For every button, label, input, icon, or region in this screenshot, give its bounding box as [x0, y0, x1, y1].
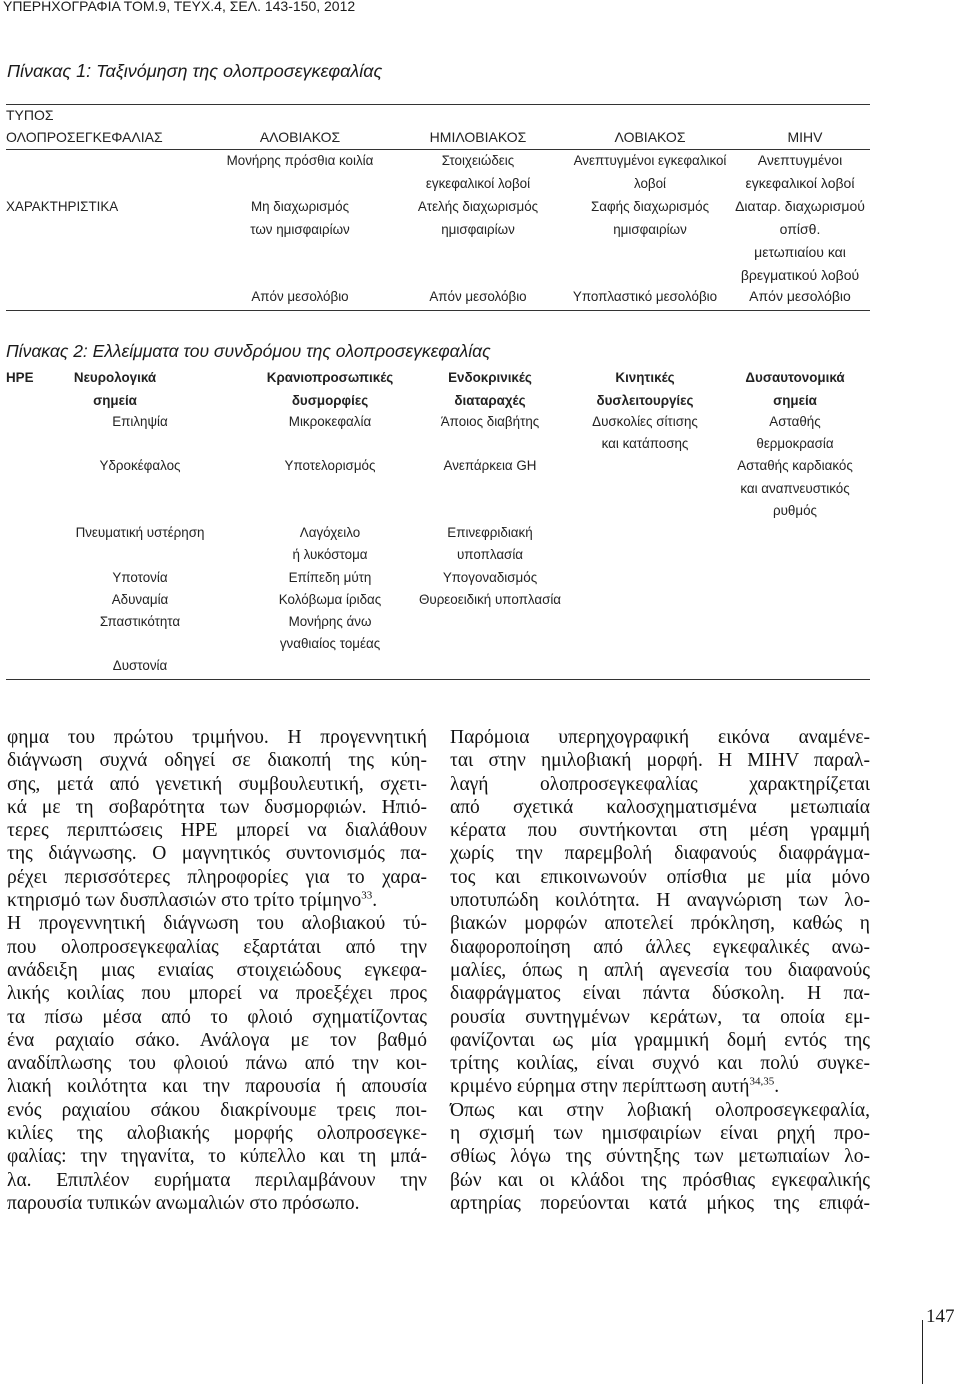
t1-cell: ημισφαιρίων	[613, 222, 687, 237]
text-line: Η προγεννητική διάγνωση του αλοβιακού τύ-	[7, 913, 427, 935]
text-line: κριμένο εύρημα στην περίπτωση αυτή	[450, 1076, 750, 1098]
text-line: υποτυπώδη κοιλότητα. Η αναγνώριση των λο-	[450, 890, 870, 912]
text-line: κιλίες της αλοβιακής μορφής ολοπροσεγκε-	[7, 1123, 427, 1145]
text-line: Όπως και στην λοβιακή ολοπροσεγκεφαλία,	[450, 1099, 870, 1121]
text-line: ρέχει περισσότερες πληροφορίες για το χαρα-	[7, 866, 427, 888]
t2-cell: Ανεπάρκεια GH	[443, 458, 537, 473]
t2-cell: Μικροκεφαλία	[288, 414, 372, 429]
table2-header-hpe: HPE	[6, 370, 34, 385]
text-line: αρτηρίας πορεύονται κατά μήκος της επιφά-	[450, 1192, 870, 1214]
text-line: Παρόμοια υπερηχογραφική εικόνα αναμένε-	[450, 727, 870, 748]
table2-header: Νευρολογικά	[73, 370, 157, 385]
t2-cell: Υδροκέφαλος	[99, 458, 181, 473]
table2-header: Κρανιοπροσωπικές	[266, 370, 394, 385]
t2-cell: Επίπεδη μύτη	[288, 570, 372, 585]
t1-cell: Απόν μεσολόβιο	[749, 288, 851, 304]
text-line: διαφράγματος είναι πάντα δύσκολη. Η πα-	[450, 983, 870, 1005]
citation-ref: 33	[361, 889, 373, 902]
text-line: φημα του πρώτου τριμήνου. Η προγεννητική	[7, 727, 427, 748]
t2-cell: Μονήρης άνω	[288, 614, 372, 629]
table1-row-label: ΧΑΡΑΚΤΗΡΙΣΤΙΚΑ	[6, 199, 119, 214]
text-line: τερες περιπτώσεις HPE μπορεί να διαλάθουν	[7, 820, 427, 842]
text-line: παρουσία τυπικών ανωμαλιών στο πρόσωπο.	[7, 1192, 360, 1214]
table2-header: διαταραχές	[454, 393, 526, 408]
t2-cell: Δυσκολίες σίτισης	[592, 414, 698, 429]
table2-header: δυσμορφίες	[291, 393, 369, 408]
table2-caption: Πίνακας 2: Ελλείμματα του συνδρόμου της ολοπροσεγκεφαλίας	[6, 341, 491, 361]
table2-header: Ενδοκρινικές	[448, 370, 532, 385]
text-line: ρουσία συντηγμένων κεράτων, τα οποία εμ-	[450, 1006, 870, 1028]
text-line: λαγή ολοπροσεγκεφαλίας χαρακτηρίζεται	[450, 773, 870, 795]
text-line: κέρατα που συντήκονται στη μέση γραμμή	[450, 820, 870, 842]
t2-cell: Επιληψία	[112, 414, 168, 429]
t2-cell: Σπαστικότητα	[99, 614, 181, 629]
t2-cell: Ασταθής καρδιακός	[737, 458, 853, 473]
t2-cell: Άποιος διαβήτης	[440, 414, 540, 429]
table1-header-0: ΟΛΟΠΡΟΣΕΓΚΕΦΑΛΙΑΣ	[6, 129, 163, 145]
t2-cell: γναθιαίος τομέας	[279, 636, 381, 651]
t2-cell: θερμοκρασία	[756, 436, 834, 451]
t2-cell: Λαγόχειλο	[299, 525, 361, 540]
t1-cell: βρεγματικού λοβού	[740, 267, 860, 283]
text-line: βών και οι κλάδοι της πρόσθιας εγκεφαλικής	[450, 1169, 870, 1191]
table1-bottom-rule	[6, 310, 870, 311]
t1-cell: οπίσθ.	[779, 221, 821, 237]
table2-header: Δυσαυτονομικά	[745, 370, 845, 385]
table2-header: Κινητικές	[615, 370, 675, 385]
table1-header-4: ΜΙΗV	[787, 129, 823, 145]
right-column	[450, 726, 870, 1215]
text-line: που ολοπροσεγκεφαλίας εξαρτάται από την	[7, 936, 427, 958]
text-line: διάγνωση συχνά οδηγεί σε διακοπή της κύη-	[7, 750, 427, 772]
table1-caption: Πίνακας 1: Ταξινόμηση της ολοπροσεγκεφαλίας	[7, 61, 383, 81]
t1-cell: Ανεπτυγμένοι	[757, 152, 843, 168]
left-column	[7, 726, 427, 1215]
text-line: κτηρισμό των δυσπλασιών στο τρίτο τρίμηνο	[7, 890, 362, 912]
text-line: λα. Επιπλέον ευρήματα περιλαμβάνουν την	[7, 1169, 427, 1191]
citation-ref: 34,35	[749, 1075, 775, 1088]
text-line: διαφοροποίηση από άλλες εγκεφαλικές ανω-	[450, 936, 870, 958]
t2-cell: Δυστονία	[112, 658, 168, 673]
punctuation: .	[774, 1076, 780, 1098]
text-line: αναδίπλωσης του φλοιού πάνω από την κοι-	[7, 1053, 427, 1075]
text-line: χωρίς την παρεμβολή διαφανούς διαφράγμα-	[450, 843, 870, 865]
table2-header: σημεία	[773, 393, 817, 408]
page-number: 147	[926, 1306, 955, 1327]
t1-cell: Διαταρ. διαχωρισμού	[735, 198, 865, 214]
text-line-with-ref	[7, 889, 427, 912]
t2-cell: Κολόβωμα ίριδας	[278, 592, 382, 607]
t1-cell: εγκεφαλικοί λοβοί	[425, 176, 531, 191]
text-line: φαλίας: την τηγανίτα, το κύπελλο και τη μπά-	[7, 1146, 427, 1168]
text-line: ενός ραχιαίου σάκου διακρίνουμε τρεις ποι-	[7, 1099, 427, 1121]
text-line: σθίως λόγω της σύντηξης των μετωπιαίων λο-	[450, 1146, 870, 1168]
text-line: φανίζονται ως μία γραμμική δομή εντός της	[450, 1029, 870, 1051]
t2-cell: Αδυναμία	[111, 592, 169, 607]
t1-cell: Υποπλαστικό μεσολόβιο	[572, 289, 718, 304]
t2-cell: Πνευματική υστέρηση	[75, 525, 205, 540]
t1-cell: Μη διαχωρισμός	[250, 199, 350, 214]
text-line: ανάδειξη μιας ενιαίας στοιχειώδους εγκεφα-	[7, 959, 427, 981]
t1-cell: μετωπιαίου και	[754, 244, 846, 260]
t2-cell: ρυθμός	[772, 503, 817, 518]
t1-cell: ημισφαιρίων	[441, 222, 515, 237]
t2-cell: Υποτελορισμός	[284, 458, 376, 473]
t2-cell: και κατάποσης	[601, 436, 689, 451]
t1-cell: Μονήρης πρόσθια κοιλία	[226, 153, 374, 168]
t1-cell: εγκεφαλικοί λοβοί	[745, 175, 855, 191]
table1-header-2: ΗΜΙΛΟΒΙΑΚΟΣ	[429, 129, 527, 145]
text-line: σης, μετά από γενετική συμβουλευτική, σχετι-	[7, 773, 427, 795]
punctuation: .	[372, 890, 378, 912]
running-header: ΥΠΕΡΗΧΟΓΡΑΦΙΑ ΤΟΜ.9, ΤΕΥΧ.4, ΣΕΛ. 143-150, 2012	[3, 0, 356, 14]
table1-type-label: ΤΥΠΟΣ	[6, 107, 54, 123]
t2-cell: Υπογοναδισμός	[442, 570, 538, 585]
t1-cell: Απόν μεσολόβιο	[251, 289, 349, 304]
text-line: από σχετικά καλοσχηματισμένα μετωπιαία	[450, 796, 870, 818]
text-line: κά με τη σοβαρότητα των δυσμορφιών. Ηπιό-	[7, 796, 427, 818]
table2-header: σημεία	[93, 393, 137, 408]
t2-cell: και αναπνευστικός	[740, 481, 850, 496]
text-line-with-ref	[450, 1075, 870, 1098]
table1-header-1: ΑΛΟΒΙΑΚΟΣ	[259, 129, 341, 145]
page-number-rule	[922, 1320, 923, 1384]
t1-cell: Στοιχειώδεις	[441, 153, 515, 168]
text-line: λικής κοιλίας που μπορεί να προεξέχει προς	[7, 983, 427, 1005]
text-line: ται στην ημιλοβιακή μορφή. Η ΜΙΗV παραλ-	[450, 750, 870, 772]
t2-cell: ή λυκόστομα	[292, 547, 368, 562]
t1-cell: Ατελής διαχωρισμός	[417, 199, 539, 214]
text-line: τρίτης κοιλίας, είναι συχνό και πολύ συγκε-	[450, 1053, 870, 1075]
t1-cell: Σαφής διαχωρισμός	[590, 199, 710, 214]
t2-cell: Θυρεοειδική υποπλασία	[418, 592, 562, 607]
t1-cell: λοβοί	[633, 176, 667, 191]
text-line: μαλίες, όπως η απλή αγενεσία του διαφανούς	[450, 959, 870, 981]
text-line: η σχισμή των ημισφαιρίων είναι ρηχή προ-	[450, 1123, 870, 1145]
text-line: της διάγνωσης. Ο μαγνητικός συντονισμός πα-	[7, 843, 427, 865]
t1-cell: Ανεπτυγμένοι εγκεφαλικοί	[573, 153, 727, 168]
t2-cell: Υποτονία	[112, 570, 168, 585]
t2-cell: Επινεφριδιακή	[447, 525, 533, 540]
table1-top-rule	[6, 104, 870, 105]
t2-cell: υποπλασία	[456, 547, 524, 562]
table2-header: δυσλειτουργίες	[596, 393, 694, 408]
text-line: ένα ραχιαίο σάκο. Ανάλογα με τον βαθμό	[7, 1029, 427, 1051]
table1-header-3: ΛΟΒΙΑΚΟΣ	[614, 129, 686, 145]
text-line: τος και επικοινωνούν οπίσθια με μία μόνο	[450, 866, 870, 888]
text-line: τα πίσω μέσα από το φλοιό σχηματίζοντας	[7, 1006, 427, 1028]
text-line: λιακή κοιλότητα και την παρουσία ή απουσία	[7, 1076, 427, 1098]
t1-cell: Απόν μεσολόβιο	[429, 289, 527, 304]
t2-cell: Ασταθής	[769, 414, 821, 429]
table2-bottom-rule	[6, 679, 870, 680]
text-line: βιακών μορφών αποτελεί πρόκληση, καθώς η	[450, 913, 870, 935]
t1-cell: των ημισφαιρίων	[250, 222, 350, 237]
